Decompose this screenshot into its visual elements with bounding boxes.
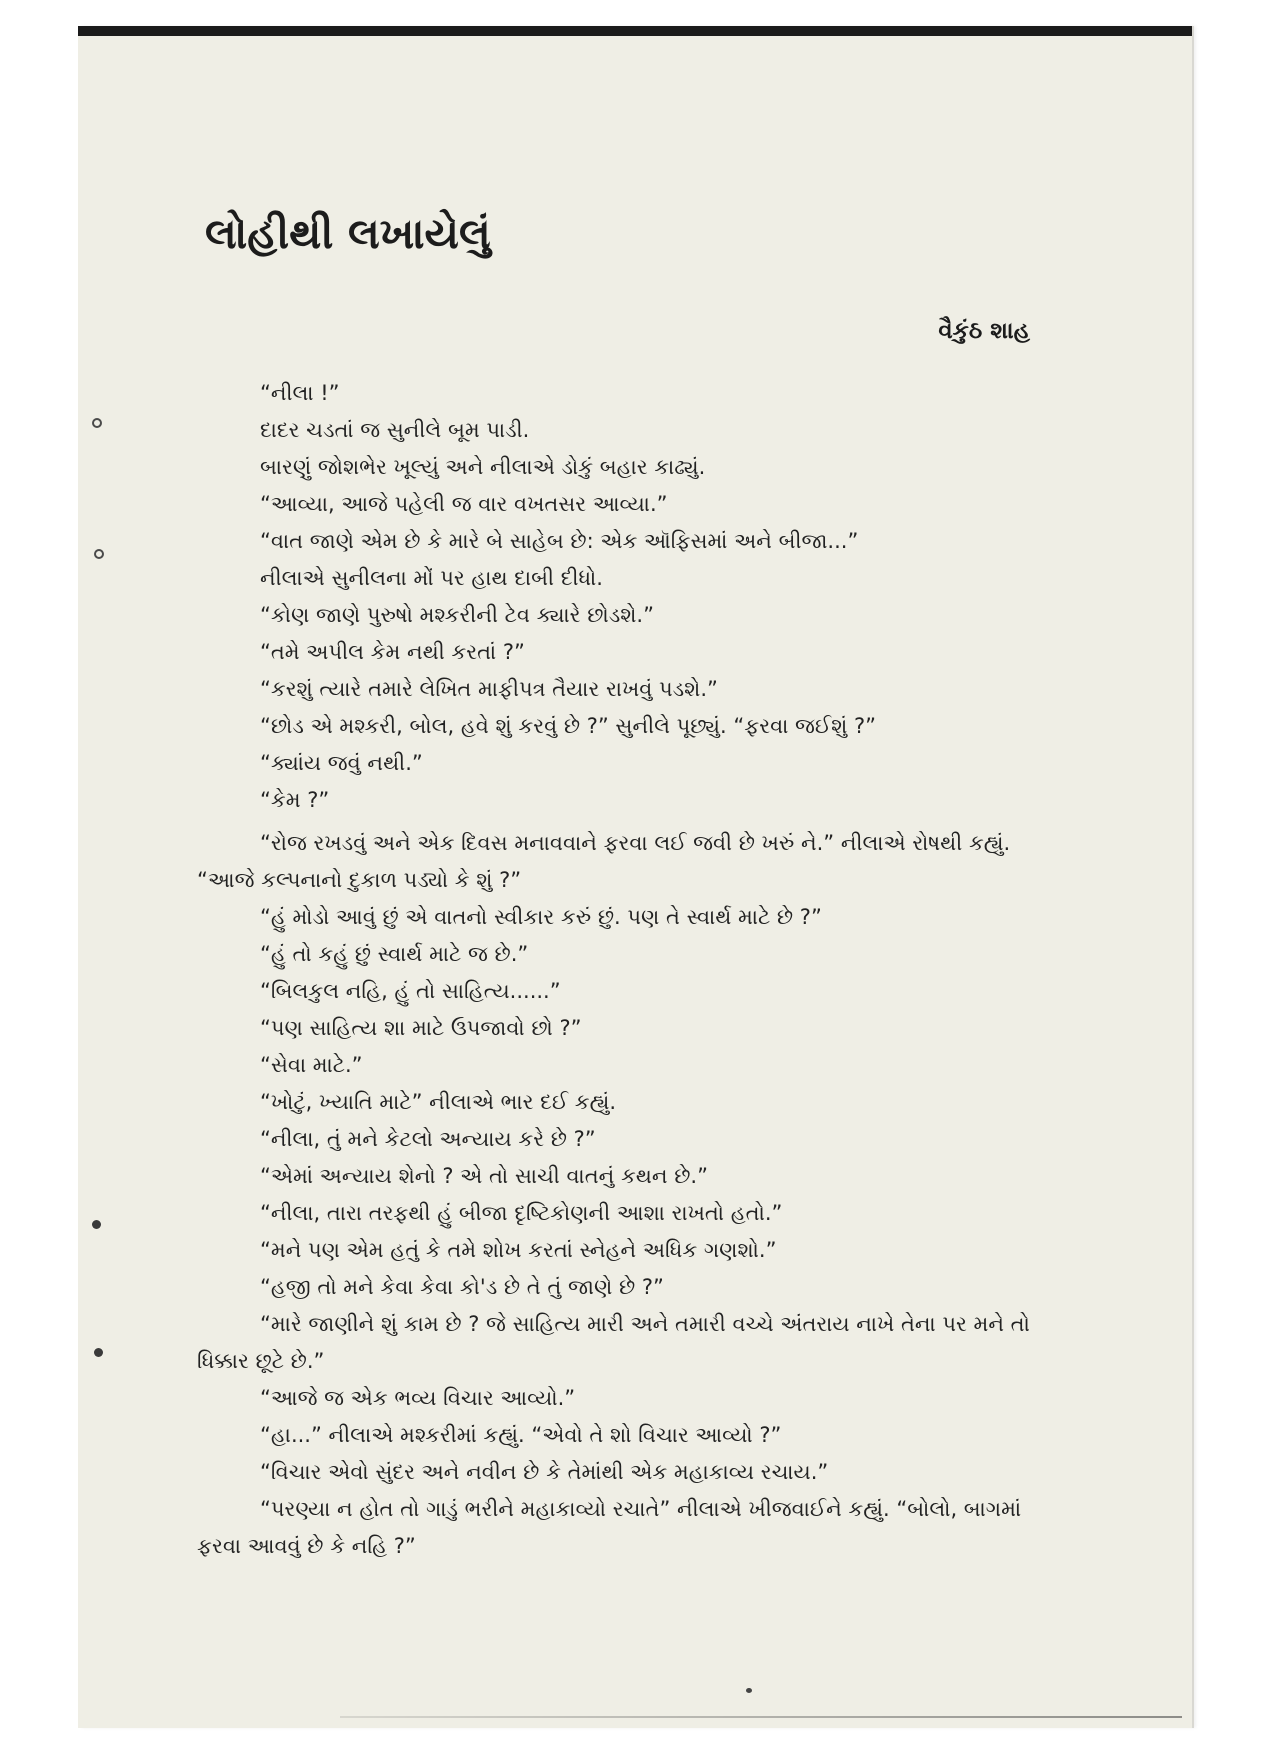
paragraph: બારણું જોશભેર ખૂલ્યું અને નીલાએ ડોકું બહાર કાઢ્યું. xyxy=(260,455,706,479)
paragraph: “નીલા !” xyxy=(260,381,340,405)
paragraph: નીલાએ સુનીલના મોં પર હાથ દાબી દીધો. xyxy=(260,566,603,590)
page-bottom-edge xyxy=(340,1716,1182,1718)
paragraph: “નીલા, તારા તરફથી હું બીજા દૃષ્ટિકોણની આશા રાખતો હતો.” xyxy=(260,1201,783,1225)
paragraph: “તમે અપીલ કેમ નથી કરતાં ?” xyxy=(260,640,525,664)
paragraph: “પરણ્યા ન હોત તો ગાડું ભરીને મહાકાવ્યો રચાતે” નીલાએ ખીજવાઈને કહ્યું. “બોલો, બાગમાં ફરવા આવવું છે કે નહિ ?” xyxy=(197,1497,1022,1558)
paragraph: “કોણ જાણે પુરુષો મશ્કરીની ટેવ ક્યારે છોડશે.” xyxy=(260,603,654,627)
paragraph: “સેવા માટે.” xyxy=(260,1053,363,1077)
paragraph: “નીલા, તું મને કેટલો અન્યાય કરે છે ?” xyxy=(260,1127,596,1151)
paragraph: “પણ સાહિત્ય શા માટે ઉપજાવો છો ?” xyxy=(260,1016,582,1040)
paragraph: “છોડ એ મશ્કરી, બોલ, હવે શું કરવું છે ?” સુનીલે પૂછ્યું. “ફરવા જઈશું ?” xyxy=(260,714,876,738)
paragraph: “ખોટું, ખ્યાતિ માટે” નીલાએ ભાર દઈ કહ્યું. xyxy=(260,1090,617,1114)
paragraph: “કરશું ત્યારે તમારે લેખિત માફીપત્ર તૈયાર રાખવું પડશે.” xyxy=(260,677,718,701)
paragraph: “હજી તો મને કેવા કેવા કો'ડ છે તે તું જાણે છે ?” xyxy=(260,1275,664,1299)
paragraph: “રોજ રખડવું અને એક દિવસ મનાવવાને ફરવા લઈ જવી છે ખરું ને.” નીલાએ રોષથી કહ્યું. “આજે કલ્પનાનો દુકાળ પડ્યો કે શું ?” xyxy=(197,831,1011,892)
punch-hole-mark xyxy=(92,1220,101,1229)
story-body xyxy=(197,375,1069,1565)
author-name: વૈકુંઠ શાહ xyxy=(938,318,1030,344)
paragraph: “હું મોડો આવું છું એ વાતનો સ્વીકાર કરું છું. પણ તે સ્વાર્થ માટે છે ?” xyxy=(260,905,822,929)
paragraph: “કેમ ?” xyxy=(260,788,330,812)
paragraph: “આવ્યા, આજે પહેલી જ વાર વખતસર આવ્યા.” xyxy=(260,492,668,516)
punch-hole-mark xyxy=(94,1348,103,1357)
story-title: લોહીથી લખાયેલું xyxy=(205,209,491,258)
paragraph: “હા...” નીલાએ મશ્કરીમાં કહ્યું. “એવો તે શો વિચાર આવ્યો ?” xyxy=(260,1423,782,1447)
paragraph: “એમાં અન્યાય શેનો ? એ તો સાચી વાતનું કથન છે.” xyxy=(260,1164,708,1188)
punch-hole-mark xyxy=(94,549,104,559)
punch-hole-mark xyxy=(92,418,102,428)
page-top-edge xyxy=(78,26,1192,36)
paragraph: “ક્યાંય જવું નથી.” xyxy=(260,751,423,775)
paragraph: “બિલકુલ નહિ, હું તો સાહિત્ય......” xyxy=(260,979,561,1003)
paragraph: “આજે જ એક ભવ્ય વિચાર આવ્યો.” xyxy=(260,1386,576,1410)
scanned-page xyxy=(78,26,1192,1728)
paragraph: “હું તો કહું છું સ્વાર્થ માટે જ છે.” xyxy=(260,942,529,966)
paper-speck xyxy=(746,1688,752,1693)
paragraph: “વિચાર એવો સુંદર અને નવીન છે કે તેમાંથી એક મહાકાવ્ય રચાય.” xyxy=(260,1460,829,1484)
paragraph: “મને પણ એમ હતું કે તમે શોખ કરતાં સ્નેહને અધિક ગણશો.” xyxy=(260,1238,777,1262)
paragraph: દાદર ચડતાં જ સુનીલે બૂમ પાડી. xyxy=(260,418,530,442)
paragraph: “મારે જાણીને શું કામ છે ? જે સાહિત્ય મારી અને તમારી વચ્ચે અંતરાય નાખે તેના પર મને તો ધિક્કાર છૂટે છે.” xyxy=(197,1312,1030,1373)
paragraph: “વાત જાણે એમ છે કે મારે બે સાહેબ છે: એક ઑફિસમાં અને બીજા...” xyxy=(260,529,859,553)
